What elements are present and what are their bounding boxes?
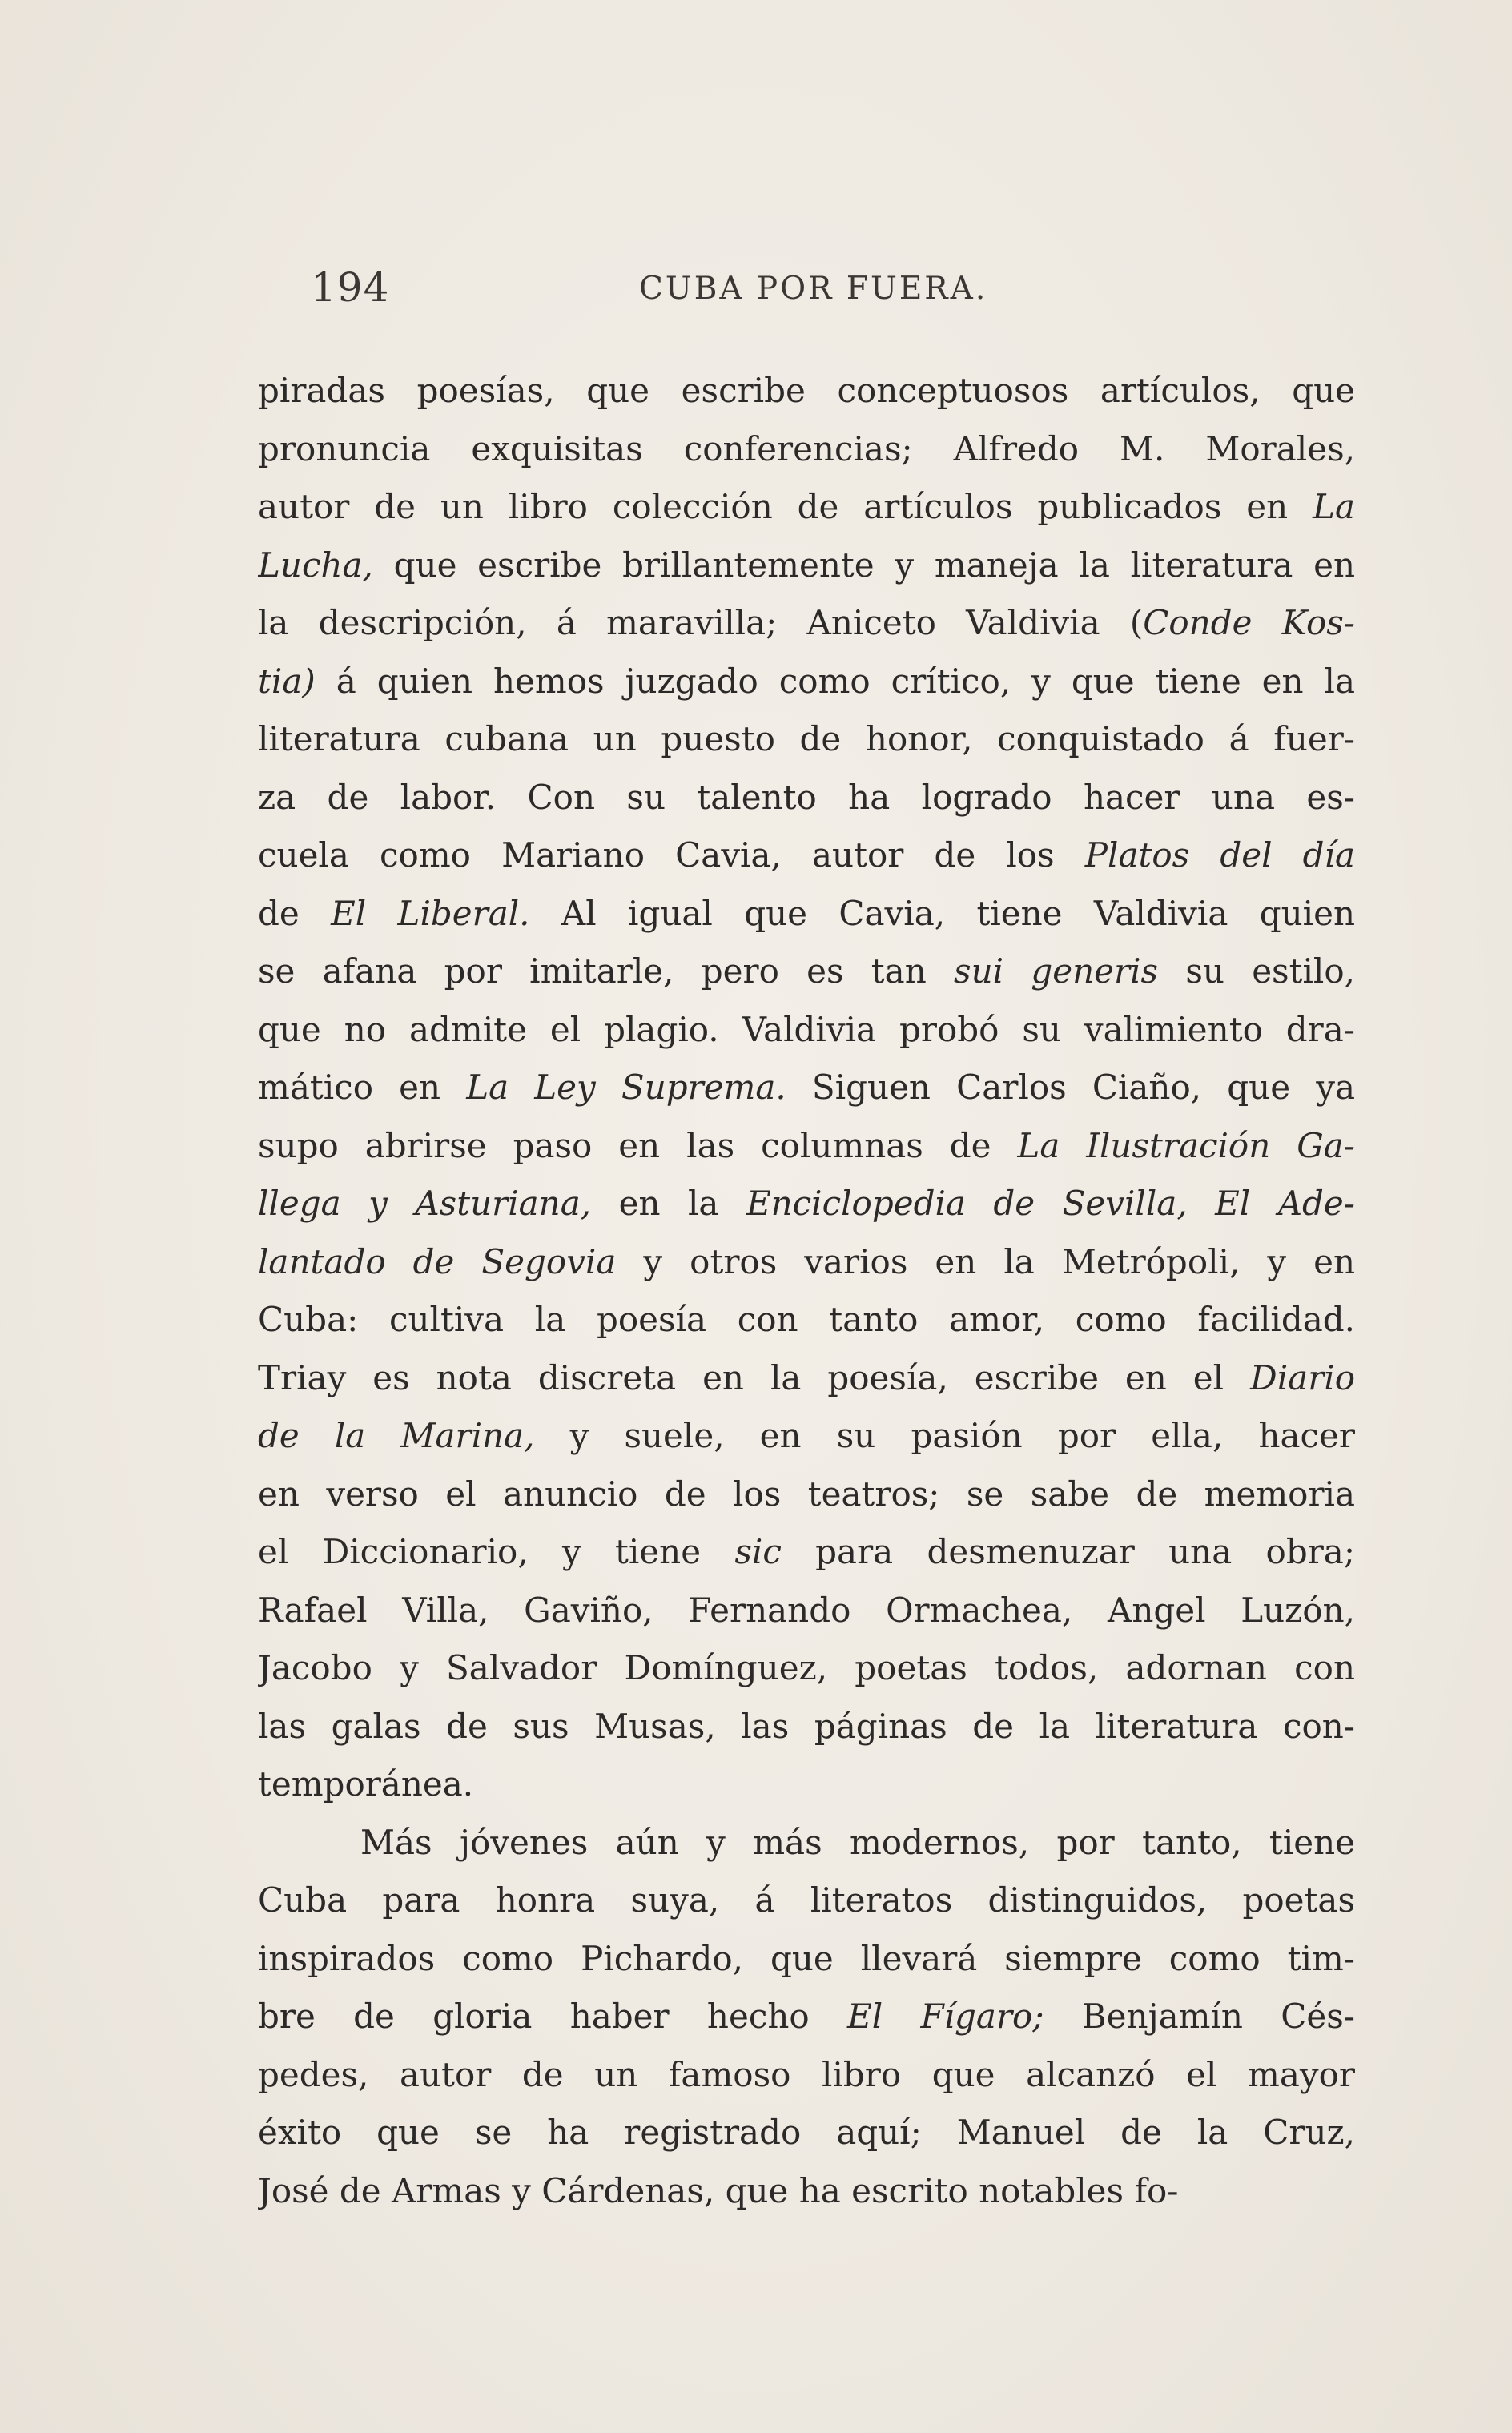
text-line <box>258 1523 1355 1582</box>
text-span: bre de gloria haber hecho <box>258 1997 848 2036</box>
text-span: Jacobo y Salvador Domínguez, poetas todos, adornan con <box>258 1648 1355 1687</box>
italic-text: La <box>1313 487 1355 526</box>
text-line <box>258 1755 1355 1814</box>
italic-text: tia) <box>258 661 316 701</box>
italic-text: La Ley Suprema. <box>466 1068 786 1107</box>
text-span: cuela como Mariano Cavia, autor de los <box>258 835 1085 875</box>
text-span: mático en <box>258 1068 467 1107</box>
page-number: 194 <box>311 264 390 311</box>
text-line <box>258 1001 1355 1060</box>
text-span: Triay es nota discreta en la poesía, escribe en el <box>258 1357 1251 1397</box>
text-line <box>258 537 1355 595</box>
italic-text: sui generis <box>954 951 1159 991</box>
text-span: Más jóvenes aún y más modernos, por tanto, tiene <box>360 1822 1355 1862</box>
text-span: que no admite el plagio. Valdivia probó su valimiento dra- <box>258 1009 1355 1049</box>
text-line <box>258 1233 1355 1292</box>
text-span: su estilo, <box>1158 951 1355 991</box>
text-span: la descripción, á maravilla; Aniceto Valdivia ( <box>258 603 1144 642</box>
text-span: José de Armas y Cárdenas, que ha escrito notables fo- <box>258 2170 1179 2210</box>
italic-text: lantado de Segovia <box>258 1241 617 1281</box>
text-line <box>258 478 1355 537</box>
italic-text: La Ilustración Ga- <box>1017 1125 1355 1165</box>
text-line <box>258 1175 1355 1233</box>
italic-text: Conde Kos- <box>1143 603 1355 642</box>
text-line <box>258 362 1355 420</box>
text-line <box>258 1582 1355 1640</box>
text-span: se afana por imitarle, pero es tan <box>258 951 955 991</box>
text-span: Cuba para honra suya, á literatos distinguidos, poetas <box>258 1880 1355 1920</box>
italic-text: El Fígaro; <box>847 1997 1044 2036</box>
italic-text: Lucha, <box>258 545 373 585</box>
text-span: para desmenuzar una obra; <box>781 1532 1355 1571</box>
text-line <box>258 1407 1355 1466</box>
text-span: de <box>258 893 332 933</box>
text-span: á quien hemos juzgado como crítico, y que tiene en la <box>315 661 1355 701</box>
italic-text: de la Marina, <box>258 1416 535 1455</box>
italic-text: Enciclopedia de Sevilla, El Ade- <box>746 1184 1355 1223</box>
text-line <box>258 710 1355 769</box>
text-line <box>258 1639 1355 1698</box>
body-text <box>258 362 1355 2220</box>
text-span: pedes, autor de un famoso libro que alcanzó el mayor <box>258 2054 1355 2094</box>
text-line <box>258 1117 1355 1176</box>
text-span: Benjamín Cés- <box>1044 1997 1355 2036</box>
page-header <box>311 264 1352 320</box>
text-span: Cuba: cultiva la poesía con tanto amor, como facilidad. <box>258 1300 1355 1339</box>
text-line <box>258 594 1355 653</box>
text-line <box>258 1698 1355 1756</box>
text-line <box>258 1291 1355 1349</box>
text-line <box>258 885 1355 943</box>
text-span: Siguen Carlos Ciaño, que ya <box>786 1068 1355 1107</box>
running-title: CUBA POR FUERA. <box>639 271 988 307</box>
text-span: el Diccionario, y tiene <box>258 1532 735 1571</box>
text-span: éxito que se ha registrado aquí; Manuel de la Cruz, <box>258 2113 1355 2152</box>
text-span: piradas poesías, que escribe conceptuosos artículos, que <box>258 371 1355 410</box>
text-span: temporánea. <box>258 1764 474 1804</box>
italic-text: El Liberal. <box>331 893 530 933</box>
text-line <box>258 2104 1355 2162</box>
text-line <box>258 420 1355 479</box>
text-line <box>258 1930 1355 1989</box>
text-line <box>258 2046 1355 2105</box>
text-line <box>258 1988 1355 2046</box>
text-span: za de labor. Con su talento ha logrado hacer una es- <box>258 777 1355 817</box>
italic-text: llega y Asturiana, <box>258 1184 592 1223</box>
text-line <box>258 2162 1355 2221</box>
text-span: autor de un libro colección de artículos publicados en <box>258 487 1313 526</box>
text-span: Rafael Villa, Gaviño, Fernando Ormachea, Angel Luzón, <box>258 1590 1355 1630</box>
text-line <box>258 1059 1355 1117</box>
text-span: supo abrirse paso en las columnas de <box>258 1125 1018 1165</box>
text-line <box>258 769 1355 827</box>
text-line <box>258 653 1355 711</box>
text-span: pronuncia exquisitas conferencias; Alfredo M. Morales, <box>258 428 1355 469</box>
italic-text: Diario <box>1250 1357 1355 1397</box>
text-span: en verso el anuncio de los teatros; se sabe de memoria <box>258 1474 1355 1514</box>
text-span: las galas de sus Musas, las páginas de la literatura con- <box>258 1706 1355 1746</box>
text-span: inspirados como Pichardo, que llevará siempre como tim- <box>258 1938 1355 1978</box>
italic-text: sic <box>734 1532 782 1571</box>
text-line <box>258 826 1355 885</box>
text-span: y suele, en su pasión por ella, hacer <box>534 1416 1355 1455</box>
text-span: que escribe brillantemente y maneja la literatura en <box>372 545 1355 585</box>
text-span: en la <box>591 1184 746 1223</box>
text-span: Al igual que Cavia, tiene Valdivia quien <box>529 893 1355 933</box>
text-line <box>258 1349 1355 1408</box>
text-line <box>258 943 1355 1001</box>
text-span: literatura cubana un puesto de honor, conquistado á fuer- <box>258 719 1355 758</box>
text-line <box>258 1466 1355 1524</box>
text-line <box>258 1872 1355 1930</box>
italic-text: Platos del día <box>1084 835 1355 875</box>
text-line <box>258 1814 1355 1872</box>
text-span: y otros varios en la Metrópoli, y en <box>616 1241 1355 1281</box>
